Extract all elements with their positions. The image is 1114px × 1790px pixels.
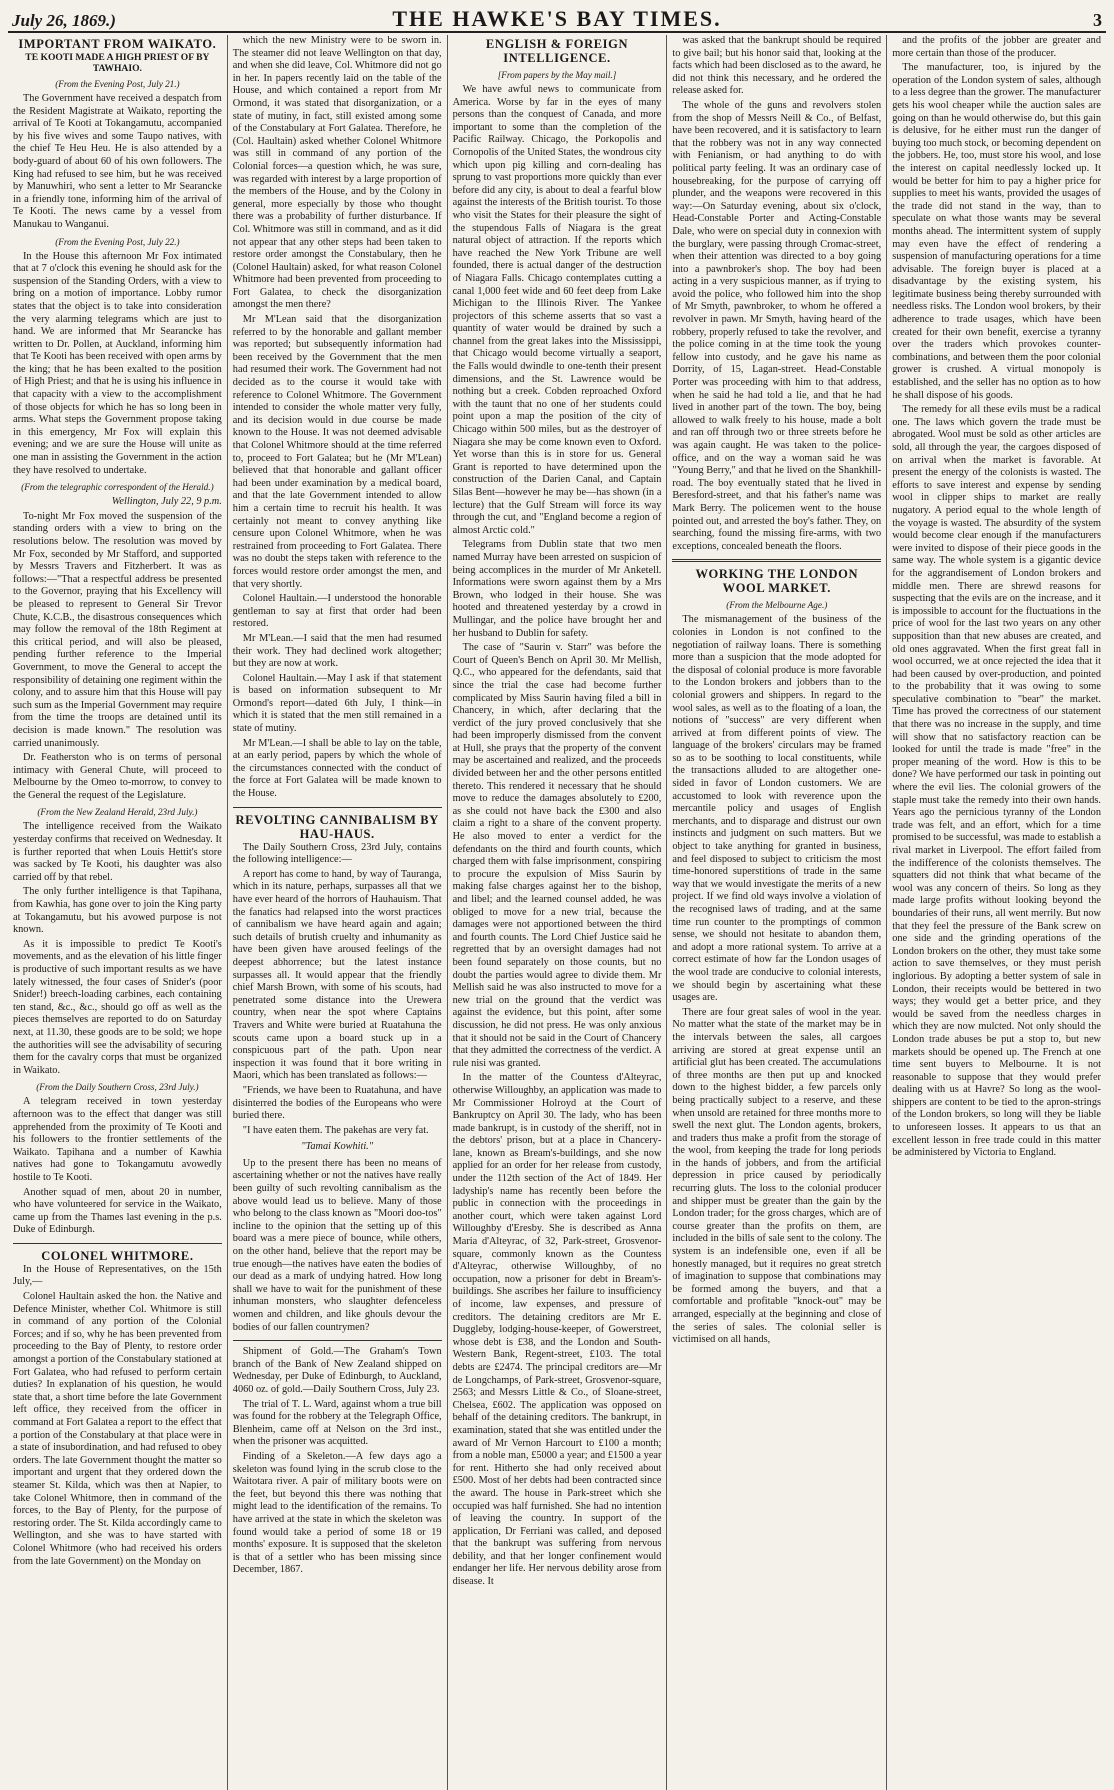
source-line: (From the Evening Post, July 21.) bbox=[55, 79, 180, 89]
paragraph: Mr M'Lean.—I shall be able to lay on the table, at an early period, papers by which the whole of the circumstances connected with the conduct of the force at Fort Galatea will be made known to the House. bbox=[232, 737, 442, 800]
paragraph: The case of "Saurin v. Starr" was before the Court of Queen's Bench on April 30. Mr Mellish, Q.C., who appeared for the defendants, said that since the trial the case had become further complicated by Miss Saurin having filed a bill in Chancery, in which, after declaring that the verdict of the jury proved conclusively that she had been improperly dismissed from the convent at Hull, she prays that the property of the convent may be ascertained and realized, and the proceeds divided between her and the other persons entitled thereto. This rendered it necessary that he should move to reduce the damages absolutely to £200, as she could not have back the £300 and also claim a right to a share of the convent property. He also moved to enter a verdict for the defendants on the third and fourth counts, which charged them with false imprisonment, conspiring to procure the expulsion of Miss Saurin by making false charges against her to the bishop, and libel; and the learned counsel added, he was obliged to move for a new trial, because the damages were not apportioned between the third and fourth counts. The Lord Chief Justice said he regretted that by an oversight damages had not been found separately on those counts, but no doubt the parties would agree to divide them. Mr Mellish said he was also instructed to move for a new trial on the ground that the verdict was against the evidence, but this point, after some discussion, he did not press. He was only anxious that it should not be said in the Court of Chancery that they admitted the correctness of the verdict. A rule nisi was granted. bbox=[452, 642, 662, 1069]
paragraph: Dr. Featherston who is on terms of personal intimacy with General Chute, will proceed to Melbourne by the Omeo to-morrow, to convey to the General the request of the Legislature. bbox=[13, 752, 222, 801]
paragraph: Colonel Haultain.—May I ask if that statement is based on information subsequent to Mr Ormond's report—dated 6th July, I think—in which it is stated that the men still remained in a state of mutiny. bbox=[232, 672, 442, 735]
paragraph: We have awful news to communicate from America. Worse by far in the eyes of many persons than the conquest of Canada, and more important to some than the completion of the Pacific Railway. Chicago, the Porkopolis and Cornopolis of the United States, the wondrous city which upon pig killing and corn-dealing has sprung to vast proportions more quickly than ever before did any city, is about to deal a fearful blow against the interests of the British tourist. To those who visit the States for their pleasure the sight of the stupendous Falls of Niagara is the great natural object of attraction. If the reports which have reached the New York Tribune are well founded, there is actual danger of the destruction of Niagara Falls. Chicago contemplates cutting a canal 1,000 feet wide and 60 feet deep from Lake Michigan to the Illinois River. The Yankee projectors of this scheme asserts that so vast a quantity of water would be drained by such a channel from the great lakes into the Mississippi, that Chicago would become virtually a seaport, the Falls would dwindle to one-tenth their present dimensions, and the St. Lawrence would be nothing but a creek. Cobden reproached Oxford with the taunt that no one of her students could point upon a map the position of the city of Chicago within 500 miles, but as the destroyer of Niagara she may be come known even to Oxford. Yet worse than this is in store for us. General Grant is reported to have determined upon the construction of the Darien Canal, and Captain Silas Bent—however he may be—has shown (in a lecture) that the Gulf Stream will force its way through the cut, and "England become a region of almost Arctic cold." bbox=[452, 84, 662, 536]
quote-paragraph: "I have eaten them. The pakehas are very fat. bbox=[242, 1124, 429, 1136]
paragraph: The manufacturer, too, is injured by the operation of the London system of sales, although to a less degree than the grower. The manufacturer gets his wool cheaper while the auction sales are going on than he would otherwise do, but this gain is delusive, for he either must run the danger of buying too much stock, or becoming dependent on the jobbers. He, too, must store his wool, and lose the interest on capital needlessly locked up. It would be better for him to pay a higher price for supplies to meet his wants, provided the usages of the trade did not stand in the way, than to speculate on what those wants may be several months ahead. The intermittent system of supply may even have the effect of rendering a suspension of manufacturing operations for a time advisable. The foreign buyer is placed at a disadvantage by the existing system, his legitimate business being thereby surrounded with needless risks. The London wool brokers, by their adherence to trade usages, which have been created for their own benefit, exercise a tyranny over the traders which provokes counter-combinations, and between them the poor colonial grower is crushed. A virtual monopoly is established, and the seller has no option as to how he shall dispose of his goods. bbox=[892, 62, 1101, 401]
paragraph: To-night Mr Fox moved the suspension of the standing orders with a view to bring on the resolutions below. The resolution was moved by Mr Fox, seconded by Mr Stafford, and supported by Messrs Travers and Fitzherbert. It was as follows:—"That a respectful address be presented to the Governor, praying that his Excellency will be pleased to represent to General Sir Trevor Chute, K.C.B., the disastrous consequences which may follow the removal of the 18th Regiment at this critical period, and will also be pleased, pending further reference to the Imperial Government, to move the General to accept the responsibility of detaining one regiment within the colony, and to assure him that this House will pay such sum as the Imperial Government may require from the time the troops are detained until its decision is made known." The resolution was carried unanimously. bbox=[13, 510, 222, 749]
paragraph: The whole of the guns and revolvers stolen from the shop of Messrs Neill & Co., of Belfast, have been recovered, and it is satisfactory to learn that the robbery was not in any way connected with Fenianism, or had anything to do with political party feeling. It was an ordinary case of housebreaking, for the purpose of carrying off plunder, and the weapons were recovered in this way:—On Saturday evening, about six o'clock, Head-Constable Porter and Acting-Constable Dale, who were on special duty in connexion with the burglary, were passing through Cromac-street, when their attention was directed to a boy going into a pawnbroker's shop. The boy had been acting in a very suspicious manner, as if trying to avoid the police, who followed him into the shop of Mr Smyth, pawnbroker, to whom he offered a revolver in pawn. Mr Smyth, having heard of the robbery, properly refused to take the revolver, and the police coming in at the time took the young fellow into custody, and he gave his name as Dorrity, of 15, Lagan-street. Head-Constable Porter was proceeding with him to that address, when he said he had told a lie, and that he had lived in another part of the town. The boy, being allowed to walk freely to his house, made a bolt and ran off through two or three streets before he was again caught. He was taken to the police-office, and on the way a woman said he was "Young Berry," and that he lived on the Shankhill-road. The boy eventually stated that he lived in Beresford-street, and that his father's name was Mark Berry. The policemen went to the house pointed out, and arrested the boy's father. They, on searching, found the missing fire-arms, with two exceptions, concealed beneath the floors. bbox=[672, 99, 882, 552]
source-line: (From the Daily Southern Cross, 23rd July.) bbox=[36, 1082, 199, 1093]
divider bbox=[233, 807, 442, 808]
columns bbox=[8, 35, 1106, 1790]
column-3 bbox=[447, 35, 667, 1790]
paragraph: The only further intelligence is that Tapihana, from Kawhia, has gone over to join the King party at Tokangamutu, but his avowed purpose is not known. bbox=[13, 886, 222, 936]
paragraph: In the House of Representatives, on the 15th July,— bbox=[13, 1263, 222, 1288]
paragraph: A telegram received in town yesterday afternoon was to the effect that danger was still apprehended from the proximity of Te Kooti and his followers to the frontier settlements of the Waikato. Tapihana and a number of Kawhia natives had gone to Tokangamutu avowedly hostile to Te Kooti. bbox=[13, 1096, 222, 1183]
dateline: Wellington, July 22, 9 p.m. bbox=[111, 496, 222, 508]
divider bbox=[233, 1340, 442, 1341]
paragraph: The mismanagement of the business of the colonies in London is not confined to the negotiation of railway loans. There is something more than a suspicion that the mode adopted for the disposal of colonial produce is more favorable to the London brokers and jobbers than to the colonial growers and shippers. In regard to the wool sales, as well as to the floating of a loan, the notions of "success" are very different when arrived at from different points of view. The language of the brokers' circulars may be framed so as to be soothing to local constituents, while the transactions alluded to are altogether one-sided in favor of London customers. We are accustomed to look with reverence upon the mercantile policy and usages of English merchants, and to disparage and distrust our own instincts and judgment on such matters. But we object to take anything for granted in business, and feel disposed to subject to criticism the most time-honored superstitions of trade in the same way that we would investigate the merits of a new project. If we find old ways involve a violation of the recognised laws of trading, and at the same time run counter to the promptings of common sense, we should not hesitate to abandon them, and adopt a more rational system. To arrive at a correct estimate of how far the London usages of the wool trade are conducive to colonial interests, we should begin by ascertaining what these usages are. bbox=[672, 614, 882, 1004]
paragraph: Telegrams from Dublin state that two men named Murray have been arrested on suspicion of being accomplices in the murder of Mr Anketell. Informations were sworn against them by a Mrs Brown, who lodged in their house. She was hooted and threatened yesterday by a crowd in Mullingar, and the police have brought her and her husband to Dublin for safety. bbox=[452, 539, 662, 639]
article-headline: COLONEL WHITMORE. bbox=[41, 1248, 194, 1263]
article-headline: ENGLISH & FOREIGN INTELLIGENCE. bbox=[485, 37, 629, 65]
article-headline: REVOLTING CANNIBALISM BY HAU-HAUS. bbox=[235, 812, 439, 841]
source-line: (From the New Zealand Herald, 23rd July.) bbox=[37, 807, 198, 818]
paragraph: and the profits of the jobber are greater and more certain than those of the producer. bbox=[892, 35, 1101, 59]
source-line: (From the telegraphic correspondent of the Herald.) bbox=[21, 482, 214, 493]
column-1 bbox=[8, 35, 227, 1790]
source-line: (From the Melbourne Age.) bbox=[726, 600, 828, 611]
paragraph: Mr M'Lean said that the disorganization referred to by the honorable and gallant member was reported; but subsequently information had been received by the Government that the men had resumed their work. The Government had not decided as to the course it would take with reference to Colonel Whitmore. The Government intended to consider the whole matter very fully, and its decision would in due course be made known to the House. It was not deemed advisable that Colonel Whitmore should at the time referred to, proceed to Fort Galatea; but he (Mr M'Lean) believed that that honorable and gallant officer had been under examination by a medical board, and that the late Government intended to allow him a certain time to recruit his health. It was certainly not meant to convey anything like censure upon Colonel Whitmore, when he was restrained from proceeding to Fort Galatea. There was no doubt the steps taken with reference to the forces would restore order amongst the men, and that very shortly. bbox=[232, 314, 442, 590]
column-4 bbox=[666, 35, 886, 1790]
paragraph: A report has come to hand, by way of Tauranga, which in its nature, perhaps, surpasses all that we have ever heard of the horrors of Hauhauism. That the fanatics had relapsed into the worst practices of cannibalism we have heard again and again; such details of brutish cruelty and inhumanity as have been given have aroused feelings of the deepest abhorrence; but the latest instance surpasses all. It would appear that the friendly chief Marsh Brown, with some of his scouts, had penetrated some distance into the Urewera country, when near the spot where Captains Travers and White were buried at Ruatahuna the scouts came upon a board stuck up in a conspicuous part of the path. Upon near inspection it was found that it bore writing in Maori, which has been translated as follows:— bbox=[232, 868, 442, 1082]
issue-date: July 26, 1869.) bbox=[12, 11, 116, 30]
news-item: Shipment of Gold.—The Graham's Town branch of the Bank of New Zealand shipped on Wednesday, per Duke of Edinburgh, to Auckland, 4060 oz. of gold.—Daily Southern Cross, July 23. bbox=[232, 1346, 442, 1395]
paragraph: Mr M'Lean.—I said that the men had resumed their work. They had declined work altogether; but they are now at work. bbox=[232, 632, 442, 670]
paragraph: There are four great sales of wool in the year. No matter what the state of the market may be in the intervals between the sales, all cargoes arriving are stored at great expense until an artificial glut has been created. The accumulations of three months are then put up and knocked down to the highest bidder, a few parcels only being practically subject to a reserve, and these when unsold are retained for three months more to swell the next glut. The London agents, brokers, and traders thus make a profit from the storage of the wool, from keeping the trade for long periods in the hands of jobbers, and from the artificial depression in price caused by periodically recurring gluts. The loss to the colonial producer and shipper must be greater than the gain by the London trader; for the gross charges, which are of course greater than the profits on them, are included in the bills of sale sent to the colony. The system is an indefensible one, even if all be honestly managed, but it requires no great stretch of imagination to suppose that combinations may be formed among the buyers, and that a comfortable and profitable "knock-out" may be arranged, especially at the beginning and close of the series of sales. The colonial seller is victimised on all hands, bbox=[672, 1006, 882, 1346]
column-5 bbox=[886, 35, 1106, 1790]
quote-signature: "Tamai Kowhiti." bbox=[301, 1141, 374, 1153]
quote-paragraph: "Friends, we have been to Ruatahuna, and have disinterred the bodies of the Europeans who were buried there. bbox=[232, 1084, 442, 1122]
paragraph: Colonel Haultain asked the hon. the Native and Defence Minister, whether Col. Whitmore is still in command of any portion of the Colonial Forces; and if so, why he has been prevented from proceeding to the Bay of Plenty, to restore order amongst a portion of the Constabulary stationed at Fort Galatea, who had refused to perform certain duties? In explanation of his question, he would state that, a short time before the late Government left office, they received from the officer in command at Fort Galatea a report to the effect that a portion of the Constabulary at that place were in a state of insubordination, and had refused to obey orders. The late Government thought the matter so important and urgent that they ordered down the steamer St. Kilda, which was then at Napier, to take Colonel Whitmore, then in command of the forces, to the Bay of Plenty, for the purpose of restoring order. The St. Kilda accordingly came to Wellington, and she was to have started with Colonel Whitmore (who had received his orders from the late Government) on the Monday on bbox=[13, 1291, 222, 1567]
paragraph: Up to the present there has been no means of ascertaining whether or not the natives have really been guilty of such revolting cannibalism as the above would lead us to believe. Many of those who belong to the class known as "Moori doo-tos" incline to the opinion that the setting up of this board was a mere piece of bounce, while others, on the other hand, believe that the report may be true enough—the natives have eaten the bodies of our dead as a mark of undying hatred. How long shall we have to wait for the punishment of these inhuman monsters, who slaughter defenceless women and children, and like ghouls devour the bodies of our fallen countrymen? bbox=[232, 1157, 442, 1333]
paragraph: In the House this afternoon Mr Fox intimated that at 7 o'clock this evening he should ask for the suspension of the Standing Orders, with a view to bring on a motion of importance. Lobby rumor states that the object is to take into consideration the very alarming telegrams which are just to hand. We are informed that Mr Searancke has written to Dr. Pollen, at Auckland, informing him that Te Kooti has been received with open arms by the king; that he has been exalted to the position of High Priest; and that he is using his influence in that capacity with a view to the accomplishment of those objects for which he has so long been in arms. What steps the Government propose taking in this emergency, Mr Fox will explain this evening; and we are sure the House will unite as one man in assisting the Government in the action they have resolved to undertake. bbox=[13, 250, 222, 476]
article-headline: WORKING THE LONDON WOOL MARKET. bbox=[695, 567, 859, 596]
paragraph: As it is impossible to predict Te Kooti's movements, and as the elevation of his little finger is productive of such important results as we have lately witnessed, the four cases of Snider's (poor Snider!) breech-loading carbines, each containing ten stand, &c., &c., should go off as well as the pieces themselves are reported to do on Saturday next, at 11.30, these goods are to be sold; we hope the authorities will see the advisability of securing them for the cavalry corps that must be organized in Waikato. bbox=[13, 938, 222, 1076]
source-line: [From papers by the May mail.] bbox=[497, 70, 617, 80]
source-line: (From the Evening Post, July 22.) bbox=[55, 236, 180, 247]
paragraph: Another squad of men, about 20 in number, who have volunteered for service in the Waikato, came up from the Thames last evening in the p.s. Duke of Edinburgh. bbox=[13, 1186, 222, 1236]
page-number: 3 bbox=[1093, 10, 1102, 30]
paragraph: The remedy for all these evils must be a radical one. The laws which govern the trade must be abrogated. Wool must be sold as other articles are sold, all through the year, the cargoes disposed of on arrival when the market is favorable. At present the energy of the colonists is wasted. The efforts to save interest and expense by sending wool in clipper ships to market are really nugatory. A period equal to the whole length of the voyage is wasted. The absurdity of the system would become clear enough if the manufacturers were invited to dispose of their piece goods in the same way. The whole system is a gigantic device for the aggrandisement of London brokers and middle men. There are shrewd reasons for suspecting that the evils are on the increase, and it is impossible to account for the fluctuations in the price of wool for the last two years on any other supposition than that new abuses are created, and old ones aggravated. When the first great fall in wool occurred, we at once rejected the idea that it had been caused by over-production, and pointed to the probability that it was owing to some speculative combination to "bear" the market. Time has proved the correctness of our statement that there was no increase in the supply, and time will show that no satisfactory reaction can be looked for until the trade is made "free" in the proper meaning of the word. How is this to be done? We have performed our task in pointing out where the evil lies. The colonial growers of the staple must take the remedy into their own hands. Years ago the pernicious tyranny of the London trade was felt, and an effort, which for a time promised to be successful, was made to establish a rival market in Liverpool. The effort failed from the indifference of the colonists themselves. The squatters did not think that what became of the wool was any concern of theirs. So long as they made large profits without looking beyond the boundaries of their runs, all went merrily. But now that they feel the pressure of the Bank screw on one side and the grinding operations of the London brokers on the other, they must take some action to save themselves, or they must perish inglorious. By adopting a better system of sale in London, their receipts would be bettered in two ways; they would get a better price, and they would be saved from the needless charges in which they are now mulcted. Not only should the London trade abuses be put a stop to, but new markets should be opened up. The French at one time sent buyers to Melbourne. It is not reasonable to suppose that they would prefer dealing with us at Havre? So long as the wool-shippers are content to be tied to the apron-strings of the London brokers, so long will they be liable to unforeseen losses. It appears to us that an excellent lesson in free trade could in this matter be administered by Victoria to England. bbox=[892, 404, 1101, 1159]
article-subhead: TE KOOTI MADE A HIGH PRIEST OF BY TAWHAIO. bbox=[25, 52, 210, 74]
news-item: Finding of a Skeleton.—A few days ago a skeleton was found lying in the scrub close to the Waitotara river. A pair of military boots were on the feet, but beyond this there was nothing that might lead to the identification of the remains. To have arrived at the state in which the skeleton was found would take a period of some 18 or 19 months' exposure. It is supposed that the skeleton is that of a settler who has been missing since December, 1867. bbox=[232, 1450, 442, 1576]
paragraph: The Daily Southern Cross, 23rd July, contains the following intelligence:— bbox=[232, 841, 442, 866]
paragraph: was asked that the bankrupt should be required to give bail; but his honor said that, looking at the facts which had been disclosed as to the award, he did not think this necessary, and he ordered the release asked for. bbox=[672, 35, 882, 97]
paragraph: In the matter of the Countess d'Alteyrac, otherwise Willoughby, an application was made to Mr Commissioner Holroyd at the Court of Bankruptcy on April 30. The lady, who has been made bankrupt, is in custody of the sheriff, not in the debtors' prison, but at a place in Chancery-lane, known as Bream's-buildings, and she now applied for an order for her release from custody, under the 112th section of the Act of 1849. Her ladyship's name has recently been before the public in connection with the proceedings in another court, which were taken against Lord Willoughby d'Eresby. She is described as Anna Maria d'Alteyrac, of 32, Park-street, Grosvenor-square, commonly known as the Countess d'Alteyrac, otherwise Willoughby, of no occupation, now a prisoner for debt in Bream's-buildings. She ascribes her failure to insufficiency of income, law expenses, and pressure of creditors. The detaining creditors are Mr E. Duggleby, lodging-house-keeper, of Gowerstreet, whose debt is £38, and the London and South-Western Bank, Regent-street, £103. The total debts are £2474. The principal creditors are—Mr de Longchamps, of Park-street, Grosvenor-square, 2563; and Messrs Little & Co., of Sloane-street, Chelsea, £602. The application was opposed on behalf of the detaining creditors. The bankrupt, in examination, stated that she was entitled under the award of Mr Vernon Harcourt to £100 a month; from a noble man, £5000 a year; and £1500 a year for rent. Hitherto she had only received about £500. Most of her debts had been contracted since the award. The house in Park-street which she occupied was half furnished. She had no intention of leaving the country. In support of the application, Dr Ferriani was called, and deposed that the bankrupt was suffering from nervous debility, and that her longer confinement would endanger her life. Her nervous debility arose from disease. It bbox=[452, 1072, 662, 1588]
column-2 bbox=[227, 35, 447, 1790]
news-item: The trial of T. L. Ward, against whom a true bill was found for the robbery at the Telegraph Office, Blenheim, came off at Nelson on the 3rd inst., when the prisoner was acquitted. bbox=[232, 1398, 442, 1448]
paragraph: The intelligence received from the Waikato yesterday confirms that received on Wednesday. It is further reported that when Louis Hettit's store was sacked by Te Kooti, his daughter was also carried off by that rebel. bbox=[13, 821, 222, 883]
paragraph: which the new Ministry were to be sworn in. The steamer did not leave Wellington on that day, and when she did leave, Col. Whitmore did not go in her. In papers recently laid on the table of the House, and which contained a report from Mr Ormond, it was stated that disorganization, or a state of mutiny, in fact, still existed among some of the Constabulary at Fort Galatea. Therefore, he (Col. Haultain) asked whether Colonel Whitmore was still in command of any portion of the Colonial forces—a question which, he was sure, was regarded with interest by a large proportion of the members of the House, and by the Colony in general, more especially by those who thought there was a probability of further disturbance. If Col. Whitmore was still in command, and as it did not appear that any other steps had been taken to restore order amongst the Constabulary, then he (Colonel Haultain) asked, for what reason Colonel Whitmore had been prevented from proceeding to Fort Galatea, to check the disorganization amongst the men there? bbox=[232, 35, 442, 311]
paragraph: Colonel Haultain.—I understood the honorable gentleman to say at first that order had been restored. bbox=[232, 593, 442, 630]
masthead bbox=[8, 6, 1106, 33]
paragraph: The Government have received a despatch from the Resident Magistrate at Waikato, reporting the arrival of Te Kooti at Tokangamutu, accompanied by his five wives and some Taupo natives, with the chief Te Heu Heu. He is also attended by a body-guard of about 60 of his own followers. The King had refused to see him, but he was received by Manuwhiri, who sent a letter to Mr Searancke in a friendly tone, informing him of the arrival of Te Kooti. The news came by a vessel from Manukau to Wanganui. bbox=[13, 93, 222, 230]
divider bbox=[13, 1243, 222, 1244]
newspaper-title: THE HAWKE'S BAY TIMES. bbox=[392, 6, 722, 31]
divider bbox=[672, 559, 881, 562]
article-headline: IMPORTANT FROM WAIKATO. bbox=[18, 37, 217, 51]
